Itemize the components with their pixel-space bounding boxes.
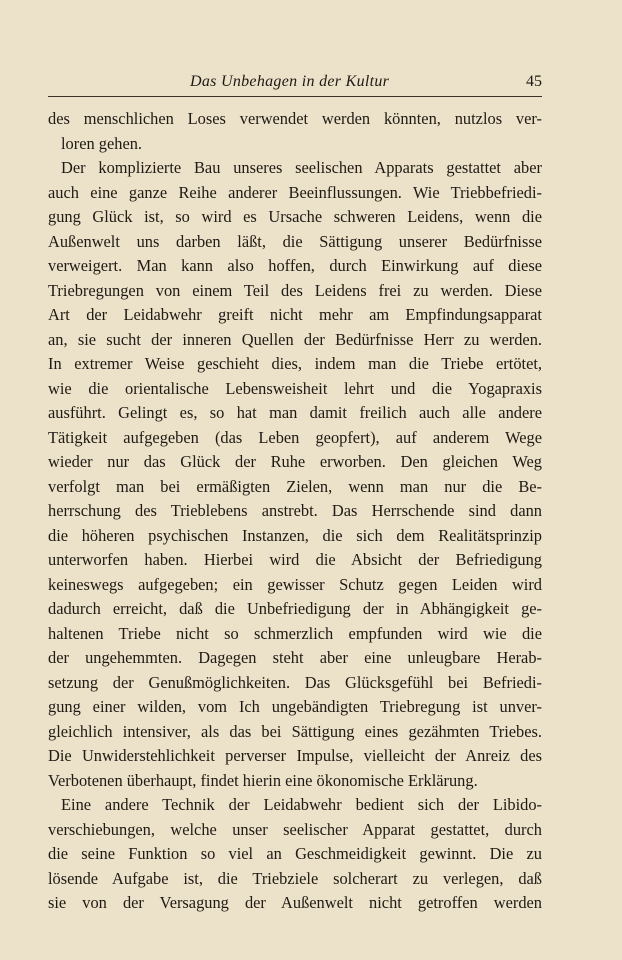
text-line: gung einer wilden, vom Ich ungebändigten Triebregung ist unver- [48,697,542,716]
text-line: In extremer Weise geschieht dies, indem man die Triebe ertötet, [48,354,542,373]
text-line: gung Glück ist, so wird es Ursache schweren Leidens, wenn die [48,207,542,226]
text-line: lösende Aufgabe ist, die Triebziele solcherart zu verlegen, daß [48,868,542,888]
text-line: herrschung des Trieblebens anstrebt. Das Herrschende sind dann [48,501,542,520]
text-line: Eine andere Technik der Leidabwehr bedient sich der Libido- [61,795,542,814]
text-line: auch eine ganze Reihe anderer Beeinflussungen. Wie Triebbefriedi- [48,182,542,202]
text-line: loren gehen. [61,133,143,153]
text-line: sie von der Versagung der Außenwelt nicht getroffen werden [48,893,542,912]
text-line: wieder nur das Glück der Ruhe erworben. Den gleichen Weg [48,452,542,471]
text-line: verschiebungen, welche unser seelischer Apparat gestattet, durch [48,819,542,839]
text-line: Tätigkeit aufgegeben (das Leben geopfert), auf anderem Wege [48,427,542,447]
text-line: des menschlichen Loses verwendet werden könnten, nutzlos ver- [48,109,542,128]
page-number: 45 [526,73,542,90]
text-line: dadurch erreicht, daß die Unbefriedigung der in Abhängigkeit ge- [48,599,542,618]
running-head [48,68,542,97]
text-line: Die Unwiderstehlichkeit perverser Impulse, vielleicht der Anreiz des [48,746,542,765]
text-line: an, sie sucht der inneren Quellen der Bedürfnisse Herr zu werden. [48,329,542,349]
running-title: Das Unbehagen in der Kultur [190,73,390,90]
text-line: setzung der Genußmöglichkeiten. Das Glücksgefühl bei Befriedi- [48,672,542,692]
text-line: Triebregungen von einem Teil des Leidens frei zu werden. Diese [48,280,542,300]
text-line: haltenen Triebe nicht so schmerzlich empfunden wird wie die [48,623,542,643]
text-line: Der komplizierte Bau unseres seelischen Apparats gestattet aber [61,158,542,177]
text-line: verfolgt man bei ermäßigten Zielen, wenn man nur die Be- [48,476,542,496]
text-line: gleichlich intensiver, als das bei Sättigung eines gezähmten Triebes. [48,721,542,741]
text-line: die höheren psychischen Instanzen, die sich dem Realitätsprinzip [48,525,542,545]
body-text [48,107,542,916]
text-line: Art der Leidabwehr greift nicht mehr am Empfindungsapparat [48,305,542,324]
text-line: unterworfen haben. Hierbei wird die Absicht der Befriedigung [48,550,542,569]
text-line: wie die orientalische Lebensweisheit lehrt und die Yogapraxis [48,378,542,398]
text-line: verweigert. Man kann also hoffen, durch Einwirkung auf diese [48,256,542,275]
text-line: der ungehemmten. Dagegen steht aber eine unleugbare Herab- [48,648,542,667]
text-line: ausführt. Gelingt es, so hat man damit freilich auch alle andere [48,403,542,422]
text-line: Verbotenen überhaupt, findet hierin eine ökonomische Erklärung. [48,770,478,790]
text-line: die seine Funktion so viel an Geschmeidigkeit gewinnt. Die zu [48,844,542,863]
text-line: keineswegs aufgegeben; ein gewisser Schutz gegen Leiden wird [48,574,542,594]
text-line: Außenwelt uns darben läßt, die Sättigung unserer Bedürfnisse [48,231,542,251]
